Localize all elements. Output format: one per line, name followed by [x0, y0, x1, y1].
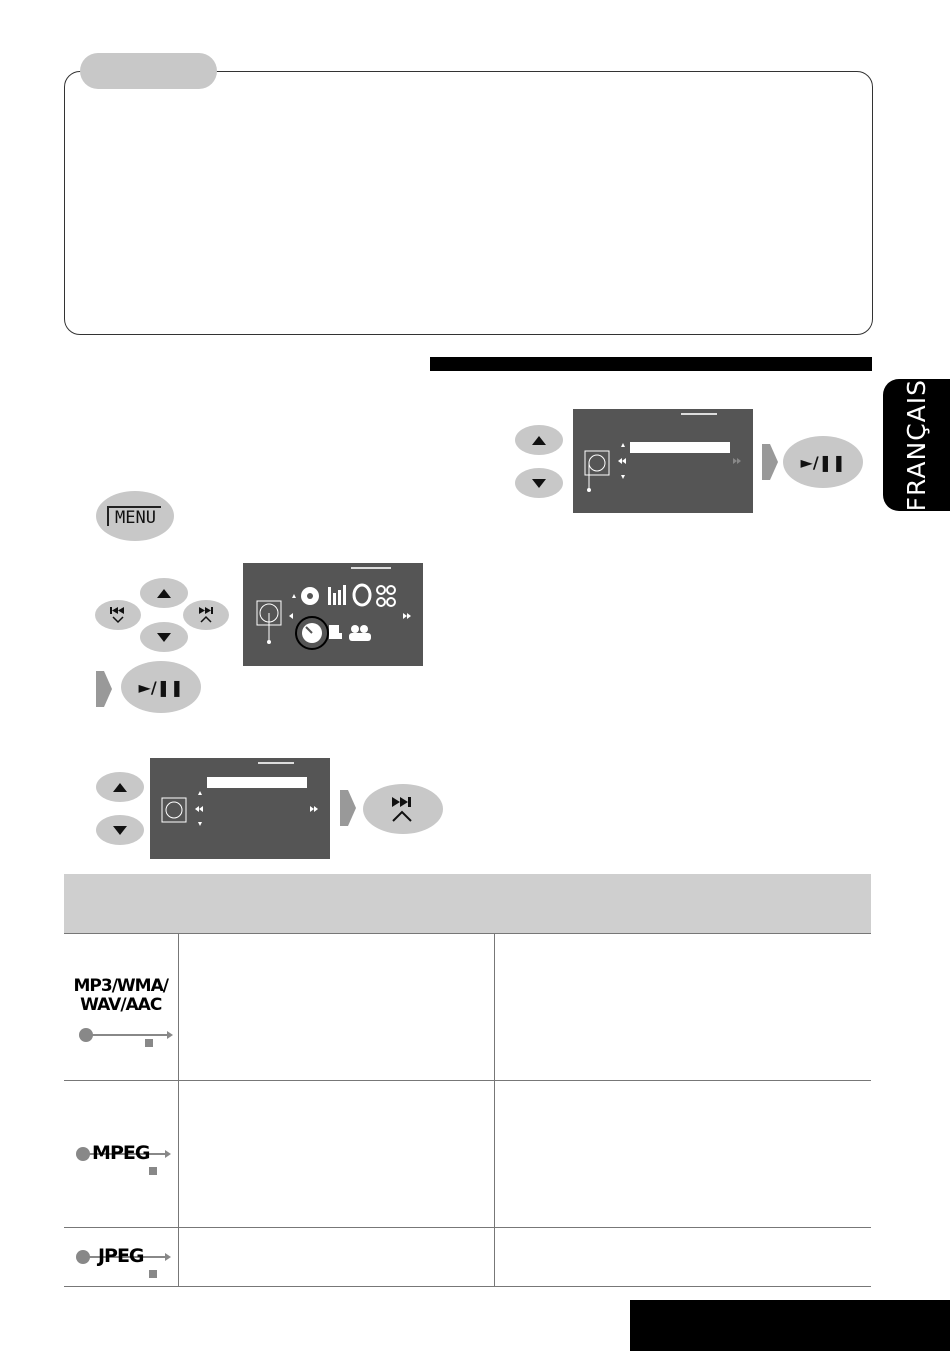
prev-button[interactable]: [95, 600, 141, 630]
up-button-2[interactable]: [96, 772, 144, 802]
play-pause-label: ►/❚❚: [800, 452, 846, 472]
down-arrow-icon: [157, 633, 171, 642]
menu-display: [243, 563, 423, 666]
next-step-arrow-icon: [762, 444, 778, 480]
menu-button-label: MENU: [115, 508, 156, 528]
next-step-arrow-icon: [96, 671, 112, 707]
down-button[interactable]: [140, 622, 188, 652]
submenu-display: [150, 758, 330, 859]
down-arrow-icon: [113, 826, 127, 835]
format-label: MPEG: [92, 1142, 150, 1164]
play-pause-button-2[interactable]: [783, 436, 863, 488]
next-step-arrow-icon: [340, 790, 356, 826]
notice-box: [64, 71, 873, 335]
language-tab-label: FRANÇAIS: [902, 378, 931, 512]
prev-track-icon: [108, 606, 128, 624]
down-button-3[interactable]: [515, 468, 563, 498]
menu-button[interactable]: [96, 491, 174, 541]
table-row: [64, 1228, 871, 1287]
menu-icons-graphic: [243, 563, 423, 666]
play-pause-button[interactable]: [121, 661, 201, 713]
setting-graphic: [573, 409, 753, 513]
up-arrow-icon: [157, 589, 171, 598]
table-header-row: [64, 874, 871, 934]
up-button-3[interactable]: [515, 425, 563, 455]
next-button[interactable]: [183, 600, 229, 630]
setting-display: [573, 409, 753, 513]
play-pause-label: ►/❚❚: [138, 677, 184, 697]
usb-jpeg-badge: [71, 1235, 171, 1279]
notice-tab: [80, 53, 217, 89]
down-arrow-icon: [532, 479, 546, 488]
format-label-line2: WAV/AAC: [80, 995, 162, 1015]
format-label: JPEG: [97, 1245, 144, 1267]
table-row: [64, 934, 871, 1081]
next-track-icon: [388, 795, 418, 823]
section-header-bar: [430, 357, 872, 371]
up-button[interactable]: [140, 578, 188, 608]
submenu-graphic: [150, 758, 330, 859]
language-tab: [883, 379, 950, 511]
usb-mp3-badge: [69, 967, 173, 1047]
down-button-2[interactable]: [96, 815, 144, 845]
up-arrow-icon: [532, 436, 546, 445]
next-track-button[interactable]: [363, 784, 443, 834]
up-arrow-icon: [113, 783, 127, 792]
format-label-line1: MP3/WMA/: [73, 976, 168, 996]
usb-mpeg-badge: [71, 1132, 171, 1176]
format-table: [64, 874, 871, 1287]
table-row: [64, 1081, 871, 1228]
page-number-box: [630, 1300, 950, 1351]
next-track-icon: [196, 606, 216, 624]
